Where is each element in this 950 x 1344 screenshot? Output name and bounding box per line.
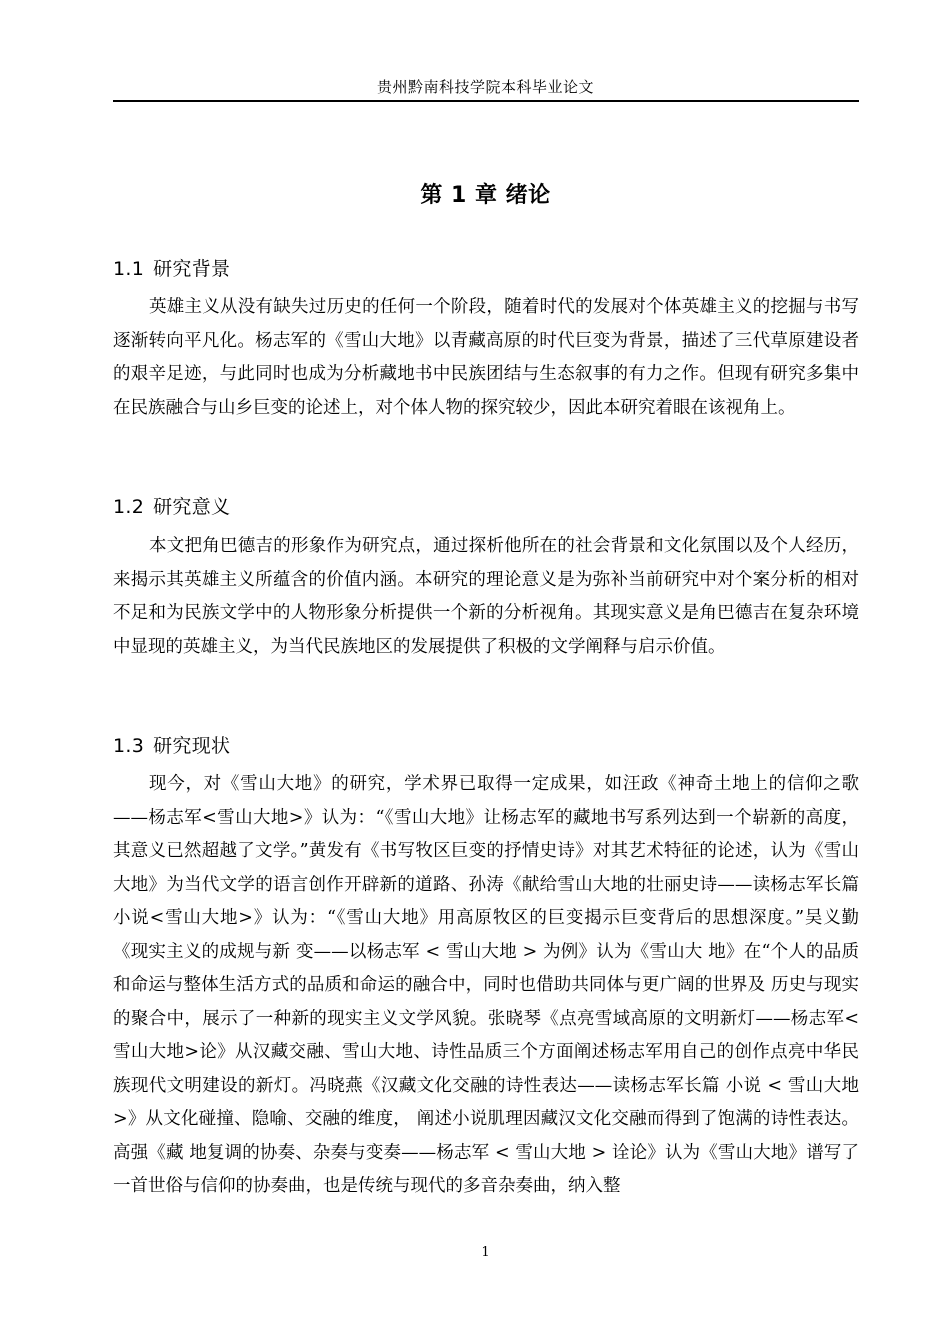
- page-number: 1: [481, 1245, 490, 1260]
- header-rule: [113, 100, 859, 102]
- section-number: 1.1: [113, 258, 145, 280]
- section-number: 1.2: [113, 496, 145, 518]
- section-heading-1-1: [113, 254, 230, 281]
- running-header: 贵州黔南科技学院本科毕业论文: [376, 78, 594, 96]
- section-title: 研究现状: [153, 735, 231, 757]
- section-1-3-paragraph: 现今，对《雪山大地》的研究，学术界已取得一定成果，如汪政《神奇土地上的信仰之歌——杨志军<雪山大地>》认为：“《雪山大地》让杨志军的藏地书写系列达到一个崭新的高度，其意义已然超越了文学。”黄发有《书写牧区巨变的抒情史诗》对其艺术特征的论述，认为《雪山大地》为当代文学的语言创作开辟新的道路、孙涛《献给雪山大地的壮丽史诗——读杨志军长篇小说<雪山大地>》认为：“《雪山大地》用高原牧区的巨变揭示巨变背后的思想深度。”吴义勤《现实主义的成规与新 变——以杨志军 < 雪山大地 > 为例》认为《雪山大 地》在“个人的品质和命运与整体生活方式的品质和命运的融合中，同时也借助共同体与更广阔的世界及 历史与现实的聚合中，展示了一种新的现实主义文学风貌。张晓琴《点亮雪域高原的文明新灯——杨志军<雪山大地>论》从汉藏交融、雪山大地、诗性品质三个方面阐述杨志军用自己的创作点亮中华民族现代文明建设的新灯。冯晓燕《汉藏文化交融的诗性表达——读杨志军长篇 小说 < 雪山大地 >》从文化碰撞、隐喻、交融的维度， 阐述小说肌理因藏汉文化交融而得到了饱满的诗性表达。高强《藏 地复调的协奏、杂奏与变奏——杨志军 < 雪山大地 > 诠论》认为《雪山大地》谱写了一首世俗与信仰的协奏曲，也是传统与现代的多音杂奏曲，纳入整: [113, 774, 859, 1196]
- section-1-1-paragraph: 英雄主义从没有缺失过历史的任何一个阶段，随着时代的发展对个体英雄主义的挖掘与书写逐渐转向平凡化。杨志军的《雪山大地》以青藏高原的时代巨变为背景，描述了三代草原建设者的艰辛足迹，与此同时也成为分析藏地书中民族团结与生态叙事的有力之作。但现有研究多集中在民族融合与山乡巨变的论述上，对个体人物的探究较少，因此本研究着眼在该视角上。: [113, 297, 859, 418]
- section-heading-1-3: [113, 731, 230, 758]
- chapter-title: 第 1 章 绪论: [420, 183, 551, 208]
- section-number: 1.3: [113, 735, 145, 757]
- section-1-2-paragraph: 本文把角巴德吉的形象作为研究点，通过探析他所在的社会背景和文化氛围以及个人经历，来揭示其英雄主义所蕴含的价值内涵。本研究的理论意义是为弥补当前研究中对个案分析的相对不足和为民族文学中的人物形象分析提供一个新的分析视角。其现实意义是角巴德吉在复杂环境中显现的英雄主义，为当代民族地区的发展提供了积极的文学阐释与启示价值。: [113, 536, 859, 657]
- section-title: 研究背景: [153, 258, 231, 280]
- section-heading-1-2: [113, 492, 230, 519]
- section-title: 研究意义: [153, 496, 231, 518]
